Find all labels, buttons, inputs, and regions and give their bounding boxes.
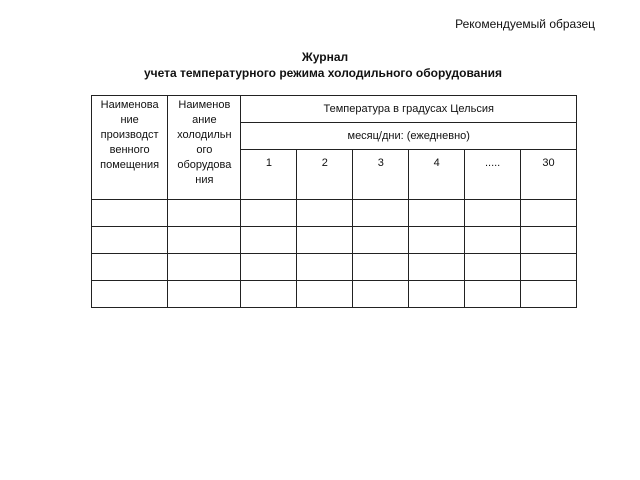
cell: [297, 227, 353, 254]
day-header: 30: [521, 150, 577, 200]
cell: [409, 254, 465, 281]
cell: [353, 254, 409, 281]
cell: [168, 200, 241, 227]
cell: [465, 200, 521, 227]
cell: [241, 200, 297, 227]
cell: [353, 227, 409, 254]
cell: [297, 281, 353, 308]
cell: [241, 254, 297, 281]
cell: [521, 200, 577, 227]
day-header: 1: [241, 150, 297, 200]
header-period: месяц/дни: (ежедневно): [241, 123, 577, 150]
cell: [241, 281, 297, 308]
cell: [92, 227, 168, 254]
header-equipment-name: Наименов ание холодильн ого оборудова ния: [168, 96, 241, 200]
cell: [92, 200, 168, 227]
cell: [168, 281, 241, 308]
cell: [353, 281, 409, 308]
cell: [168, 227, 241, 254]
cell: [465, 227, 521, 254]
table-row: [92, 281, 577, 308]
cell: [521, 281, 577, 308]
cell: [241, 227, 297, 254]
header-room-name: Наименова ние производст венного помещения: [92, 96, 168, 200]
cell: [92, 254, 168, 281]
table-row: [92, 200, 577, 227]
cell: [168, 254, 241, 281]
day-header: .....: [465, 150, 521, 200]
cell: [521, 227, 577, 254]
cell: [353, 200, 409, 227]
cell: [409, 281, 465, 308]
cell: [409, 227, 465, 254]
journal-table: [91, 95, 577, 308]
cell: [521, 254, 577, 281]
sample-note: Рекомендуемый образец: [455, 17, 595, 31]
cell: [297, 200, 353, 227]
journal-subtitle: учета температурного режима холодильного оборудования: [143, 66, 502, 80]
cell: [409, 200, 465, 227]
table-row: [92, 227, 577, 254]
day-header: 2: [297, 150, 353, 200]
header-temperature: Температура в градусах Цельсия: [241, 96, 577, 123]
day-header: 4: [409, 150, 465, 200]
day-header: 3: [353, 150, 409, 200]
cell: [465, 254, 521, 281]
table-row: [92, 254, 577, 281]
cell: [465, 281, 521, 308]
journal-title: Журнал: [301, 50, 349, 64]
cell: [92, 281, 168, 308]
cell: [297, 254, 353, 281]
